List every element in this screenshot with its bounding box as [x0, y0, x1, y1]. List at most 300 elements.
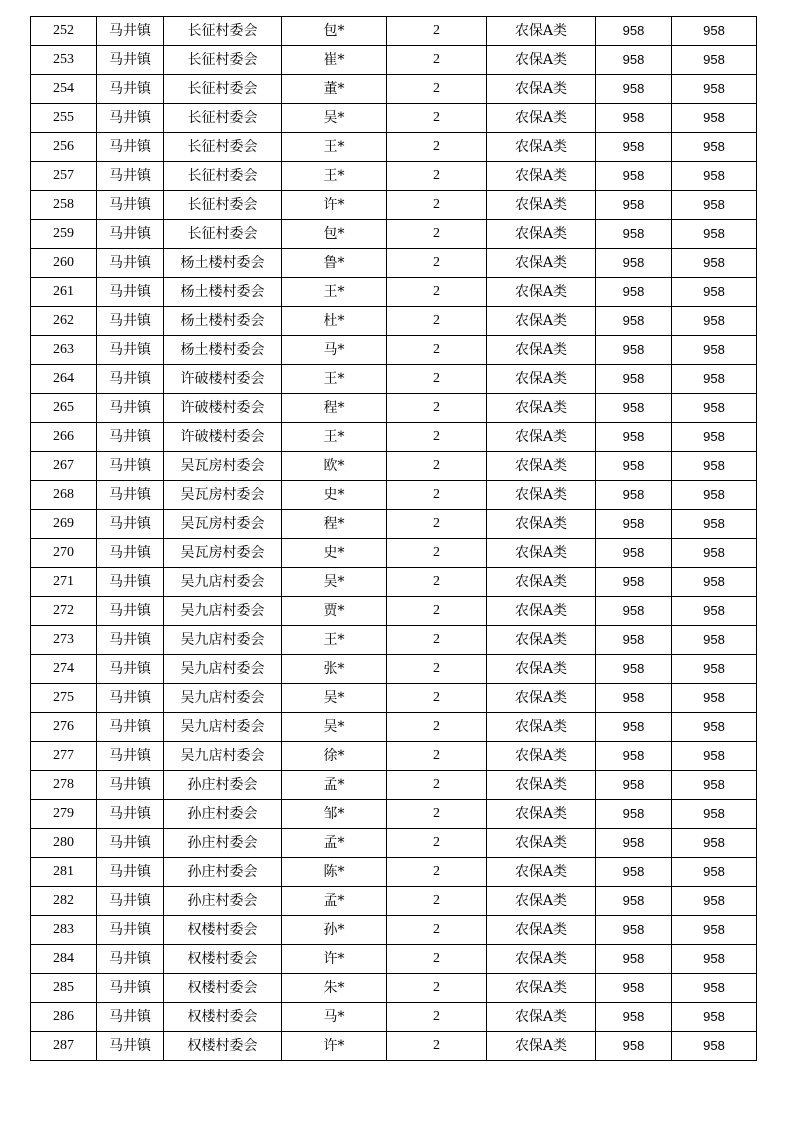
category-cell: 农保A类: [487, 684, 596, 713]
recipient-name-cell: 孟*: [282, 887, 387, 916]
standard-amount-cell: 958: [596, 539, 672, 568]
beneficiary-table: [30, 16, 757, 1061]
standard-amount-cell: 958: [596, 423, 672, 452]
village-committee-cell: 许破楼村委会: [164, 423, 282, 452]
row-number-cell: 275: [31, 684, 97, 713]
recipient-name-cell: 许*: [282, 191, 387, 220]
recipient-name-cell: 王*: [282, 133, 387, 162]
recipient-name-cell: 吴*: [282, 713, 387, 742]
count-cell: 2: [387, 974, 487, 1003]
town-cell: 马井镇: [97, 626, 164, 655]
standard-amount-cell: 958: [596, 597, 672, 626]
standard-amount-cell: 958: [596, 1032, 672, 1061]
recipient-name-cell: 吴*: [282, 104, 387, 133]
count-cell: 2: [387, 104, 487, 133]
town-cell: 马井镇: [97, 481, 164, 510]
town-cell: 马井镇: [97, 974, 164, 1003]
category-cell: 农保A类: [487, 1003, 596, 1032]
town-cell: 马井镇: [97, 539, 164, 568]
table-row: [31, 220, 757, 249]
count-cell: 2: [387, 771, 487, 800]
village-committee-cell: 长征村委会: [164, 191, 282, 220]
recipient-name-cell: 吴*: [282, 568, 387, 597]
standard-amount-cell: 958: [596, 510, 672, 539]
standard-amount-cell: 958: [596, 742, 672, 771]
table-row: [31, 713, 757, 742]
village-committee-cell: 孙庄村委会: [164, 858, 282, 887]
category-cell: 农保A类: [487, 75, 596, 104]
standard-amount-cell: 958: [596, 974, 672, 1003]
count-cell: 2: [387, 510, 487, 539]
recipient-name-cell: 王*: [282, 365, 387, 394]
payment-amount-cell: 958: [672, 887, 757, 916]
row-number-cell: 281: [31, 858, 97, 887]
payment-amount-cell: 958: [672, 655, 757, 684]
count-cell: 2: [387, 278, 487, 307]
count-cell: 2: [387, 162, 487, 191]
count-cell: 2: [387, 220, 487, 249]
table-row: [31, 278, 757, 307]
row-number-cell: 270: [31, 539, 97, 568]
standard-amount-cell: 958: [596, 191, 672, 220]
recipient-name-cell: 邹*: [282, 800, 387, 829]
recipient-name-cell: 朱*: [282, 974, 387, 1003]
count-cell: 2: [387, 307, 487, 336]
table-row: [31, 46, 757, 75]
payment-amount-cell: 958: [672, 626, 757, 655]
standard-amount-cell: 958: [596, 771, 672, 800]
row-number-cell: 265: [31, 394, 97, 423]
village-committee-cell: 杨土楼村委会: [164, 307, 282, 336]
payment-amount-cell: 958: [672, 771, 757, 800]
category-cell: 农保A类: [487, 742, 596, 771]
village-committee-cell: 吴瓦房村委会: [164, 481, 282, 510]
recipient-name-cell: 包*: [282, 17, 387, 46]
count-cell: 2: [387, 481, 487, 510]
standard-amount-cell: 958: [596, 162, 672, 191]
count-cell: 2: [387, 858, 487, 887]
payment-amount-cell: 958: [672, 191, 757, 220]
count-cell: 2: [387, 1003, 487, 1032]
payment-amount-cell: 958: [672, 510, 757, 539]
standard-amount-cell: 958: [596, 713, 672, 742]
row-number-cell: 277: [31, 742, 97, 771]
village-committee-cell: 吴九店村委会: [164, 655, 282, 684]
category-cell: 农保A类: [487, 945, 596, 974]
standard-amount-cell: 958: [596, 916, 672, 945]
count-cell: 2: [387, 46, 487, 75]
recipient-name-cell: 杜*: [282, 307, 387, 336]
row-number-cell: 271: [31, 568, 97, 597]
category-cell: 农保A类: [487, 974, 596, 1003]
row-number-cell: 252: [31, 17, 97, 46]
standard-amount-cell: 958: [596, 481, 672, 510]
town-cell: 马井镇: [97, 858, 164, 887]
village-committee-cell: 权楼村委会: [164, 974, 282, 1003]
town-cell: 马井镇: [97, 336, 164, 365]
category-cell: 农保A类: [487, 916, 596, 945]
recipient-name-cell: 吴*: [282, 684, 387, 713]
standard-amount-cell: 958: [596, 829, 672, 858]
row-number-cell: 261: [31, 278, 97, 307]
village-committee-cell: 长征村委会: [164, 75, 282, 104]
count-cell: 2: [387, 452, 487, 481]
table-row: [31, 162, 757, 191]
standard-amount-cell: 958: [596, 452, 672, 481]
payment-amount-cell: 958: [672, 481, 757, 510]
payment-amount-cell: 958: [672, 278, 757, 307]
table-row: [31, 829, 757, 858]
row-number-cell: 259: [31, 220, 97, 249]
village-committee-cell: 吴瓦房村委会: [164, 539, 282, 568]
standard-amount-cell: 958: [596, 46, 672, 75]
payment-amount-cell: 958: [672, 684, 757, 713]
recipient-name-cell: 史*: [282, 481, 387, 510]
village-committee-cell: 权楼村委会: [164, 916, 282, 945]
table-row: [31, 916, 757, 945]
row-number-cell: 283: [31, 916, 97, 945]
table-row: [31, 510, 757, 539]
category-cell: 农保A类: [487, 17, 596, 46]
table-row: [31, 858, 757, 887]
category-cell: 农保A类: [487, 655, 596, 684]
row-number-cell: 285: [31, 974, 97, 1003]
recipient-name-cell: 许*: [282, 945, 387, 974]
table-row: [31, 655, 757, 684]
row-number-cell: 253: [31, 46, 97, 75]
village-committee-cell: 杨土楼村委会: [164, 249, 282, 278]
row-number-cell: 262: [31, 307, 97, 336]
category-cell: 农保A类: [487, 104, 596, 133]
recipient-name-cell: 程*: [282, 394, 387, 423]
count-cell: 2: [387, 336, 487, 365]
table-row: [31, 568, 757, 597]
payment-amount-cell: 958: [672, 713, 757, 742]
standard-amount-cell: 958: [596, 17, 672, 46]
payment-amount-cell: 958: [672, 945, 757, 974]
town-cell: 马井镇: [97, 278, 164, 307]
count-cell: 2: [387, 365, 487, 394]
table-row: [31, 481, 757, 510]
village-committee-cell: 吴九店村委会: [164, 568, 282, 597]
village-committee-cell: 权楼村委会: [164, 1003, 282, 1032]
village-committee-cell: 许破楼村委会: [164, 394, 282, 423]
recipient-name-cell: 程*: [282, 510, 387, 539]
table-row: [31, 307, 757, 336]
recipient-name-cell: 王*: [282, 423, 387, 452]
standard-amount-cell: 958: [596, 394, 672, 423]
count-cell: 2: [387, 655, 487, 684]
town-cell: 马井镇: [97, 684, 164, 713]
table-row: [31, 945, 757, 974]
category-cell: 农保A类: [487, 278, 596, 307]
recipient-name-cell: 贾*: [282, 597, 387, 626]
row-number-cell: 284: [31, 945, 97, 974]
town-cell: 马井镇: [97, 829, 164, 858]
count-cell: 2: [387, 626, 487, 655]
recipient-name-cell: 孙*: [282, 916, 387, 945]
category-cell: 农保A类: [487, 336, 596, 365]
category-cell: 农保A类: [487, 829, 596, 858]
table-row: [31, 75, 757, 104]
village-committee-cell: 孙庄村委会: [164, 829, 282, 858]
count-cell: 2: [387, 713, 487, 742]
town-cell: 马井镇: [97, 597, 164, 626]
town-cell: 马井镇: [97, 75, 164, 104]
village-committee-cell: 杨土楼村委会: [164, 336, 282, 365]
village-committee-cell: 许破楼村委会: [164, 365, 282, 394]
recipient-name-cell: 徐*: [282, 742, 387, 771]
village-committee-cell: 孙庄村委会: [164, 887, 282, 916]
village-committee-cell: 吴九店村委会: [164, 626, 282, 655]
recipient-name-cell: 王*: [282, 626, 387, 655]
town-cell: 马井镇: [97, 423, 164, 452]
row-number-cell: 266: [31, 423, 97, 452]
count-cell: 2: [387, 742, 487, 771]
town-cell: 马井镇: [97, 510, 164, 539]
payment-amount-cell: 958: [672, 104, 757, 133]
payment-amount-cell: 958: [672, 742, 757, 771]
row-number-cell: 264: [31, 365, 97, 394]
count-cell: 2: [387, 684, 487, 713]
category-cell: 农保A类: [487, 887, 596, 916]
table-row: [31, 365, 757, 394]
standard-amount-cell: 958: [596, 365, 672, 394]
table-row: [31, 771, 757, 800]
category-cell: 农保A类: [487, 626, 596, 655]
payment-amount-cell: 958: [672, 423, 757, 452]
standard-amount-cell: 958: [596, 655, 672, 684]
count-cell: 2: [387, 887, 487, 916]
payment-amount-cell: 958: [672, 133, 757, 162]
town-cell: 马井镇: [97, 394, 164, 423]
category-cell: 农保A类: [487, 423, 596, 452]
town-cell: 马井镇: [97, 162, 164, 191]
payment-amount-cell: 958: [672, 17, 757, 46]
category-cell: 农保A类: [487, 249, 596, 278]
payment-amount-cell: 958: [672, 249, 757, 278]
count-cell: 2: [387, 191, 487, 220]
count-cell: 2: [387, 17, 487, 46]
count-cell: 2: [387, 249, 487, 278]
standard-amount-cell: 958: [596, 887, 672, 916]
town-cell: 马井镇: [97, 655, 164, 684]
table-row: [31, 104, 757, 133]
row-number-cell: 257: [31, 162, 97, 191]
row-number-cell: 282: [31, 887, 97, 916]
table-row: [31, 423, 757, 452]
town-cell: 马井镇: [97, 1003, 164, 1032]
table-row: [31, 597, 757, 626]
row-number-cell: 254: [31, 75, 97, 104]
payment-amount-cell: 958: [672, 858, 757, 887]
standard-amount-cell: 958: [596, 626, 672, 655]
standard-amount-cell: 958: [596, 945, 672, 974]
count-cell: 2: [387, 539, 487, 568]
category-cell: 农保A类: [487, 191, 596, 220]
standard-amount-cell: 958: [596, 75, 672, 104]
town-cell: 马井镇: [97, 133, 164, 162]
village-committee-cell: 吴瓦房村委会: [164, 510, 282, 539]
table-row: [31, 17, 757, 46]
table-row: [31, 133, 757, 162]
standard-amount-cell: 958: [596, 568, 672, 597]
recipient-name-cell: 包*: [282, 220, 387, 249]
payment-amount-cell: 958: [672, 597, 757, 626]
category-cell: 农保A类: [487, 568, 596, 597]
row-number-cell: 258: [31, 191, 97, 220]
table-body: [31, 17, 757, 1061]
town-cell: 马井镇: [97, 452, 164, 481]
village-committee-cell: 吴九店村委会: [164, 713, 282, 742]
count-cell: 2: [387, 800, 487, 829]
row-number-cell: 268: [31, 481, 97, 510]
town-cell: 马井镇: [97, 916, 164, 945]
town-cell: 马井镇: [97, 742, 164, 771]
village-committee-cell: 吴九店村委会: [164, 742, 282, 771]
town-cell: 马井镇: [97, 945, 164, 974]
count-cell: 2: [387, 916, 487, 945]
standard-amount-cell: 958: [596, 684, 672, 713]
recipient-name-cell: 马*: [282, 1003, 387, 1032]
count-cell: 2: [387, 133, 487, 162]
village-committee-cell: 吴九店村委会: [164, 597, 282, 626]
count-cell: 2: [387, 568, 487, 597]
row-number-cell: 267: [31, 452, 97, 481]
row-number-cell: 260: [31, 249, 97, 278]
standard-amount-cell: 958: [596, 307, 672, 336]
village-committee-cell: 长征村委会: [164, 17, 282, 46]
row-number-cell: 280: [31, 829, 97, 858]
village-committee-cell: 孙庄村委会: [164, 771, 282, 800]
standard-amount-cell: 958: [596, 104, 672, 133]
village-committee-cell: 吴瓦房村委会: [164, 452, 282, 481]
recipient-name-cell: 许*: [282, 1032, 387, 1061]
payment-amount-cell: 958: [672, 365, 757, 394]
standard-amount-cell: 958: [596, 858, 672, 887]
payment-amount-cell: 958: [672, 394, 757, 423]
category-cell: 农保A类: [487, 510, 596, 539]
category-cell: 农保A类: [487, 771, 596, 800]
table-row: [31, 1003, 757, 1032]
village-committee-cell: 长征村委会: [164, 104, 282, 133]
category-cell: 农保A类: [487, 713, 596, 742]
category-cell: 农保A类: [487, 858, 596, 887]
category-cell: 农保A类: [487, 133, 596, 162]
count-cell: 2: [387, 1032, 487, 1061]
table-row: [31, 1032, 757, 1061]
village-committee-cell: 长征村委会: [164, 220, 282, 249]
payment-amount-cell: 958: [672, 800, 757, 829]
row-number-cell: 269: [31, 510, 97, 539]
recipient-name-cell: 欧*: [282, 452, 387, 481]
town-cell: 马井镇: [97, 1032, 164, 1061]
town-cell: 马井镇: [97, 46, 164, 75]
recipient-name-cell: 孟*: [282, 829, 387, 858]
village-committee-cell: 权楼村委会: [164, 1032, 282, 1061]
recipient-name-cell: 马*: [282, 336, 387, 365]
category-cell: 农保A类: [487, 220, 596, 249]
payment-amount-cell: 958: [672, 220, 757, 249]
recipient-name-cell: 王*: [282, 162, 387, 191]
category-cell: 农保A类: [487, 46, 596, 75]
town-cell: 马井镇: [97, 800, 164, 829]
count-cell: 2: [387, 945, 487, 974]
village-committee-cell: 孙庄村委会: [164, 800, 282, 829]
table-row: [31, 191, 757, 220]
standard-amount-cell: 958: [596, 249, 672, 278]
recipient-name-cell: 陈*: [282, 858, 387, 887]
recipient-name-cell: 王*: [282, 278, 387, 307]
recipient-name-cell: 鲁*: [282, 249, 387, 278]
table-row: [31, 249, 757, 278]
table-row: [31, 800, 757, 829]
category-cell: 农保A类: [487, 162, 596, 191]
standard-amount-cell: 958: [596, 1003, 672, 1032]
recipient-name-cell: 孟*: [282, 771, 387, 800]
standard-amount-cell: 958: [596, 133, 672, 162]
row-number-cell: 272: [31, 597, 97, 626]
recipient-name-cell: 史*: [282, 539, 387, 568]
count-cell: 2: [387, 75, 487, 104]
table-row: [31, 452, 757, 481]
payment-amount-cell: 958: [672, 46, 757, 75]
town-cell: 马井镇: [97, 713, 164, 742]
village-committee-cell: 长征村委会: [164, 133, 282, 162]
row-number-cell: 279: [31, 800, 97, 829]
payment-amount-cell: 958: [672, 916, 757, 945]
town-cell: 马井镇: [97, 887, 164, 916]
town-cell: 马井镇: [97, 191, 164, 220]
category-cell: 农保A类: [487, 365, 596, 394]
count-cell: 2: [387, 423, 487, 452]
standard-amount-cell: 958: [596, 336, 672, 365]
village-committee-cell: 长征村委会: [164, 46, 282, 75]
standard-amount-cell: 958: [596, 278, 672, 307]
town-cell: 马井镇: [97, 771, 164, 800]
table-row: [31, 684, 757, 713]
category-cell: 农保A类: [487, 800, 596, 829]
table-row: [31, 394, 757, 423]
category-cell: 农保A类: [487, 597, 596, 626]
payment-amount-cell: 958: [672, 568, 757, 597]
payment-amount-cell: 958: [672, 162, 757, 191]
payment-amount-cell: 958: [672, 1032, 757, 1061]
town-cell: 马井镇: [97, 307, 164, 336]
town-cell: 马井镇: [97, 568, 164, 597]
village-committee-cell: 长征村委会: [164, 162, 282, 191]
row-number-cell: 276: [31, 713, 97, 742]
payment-amount-cell: 958: [672, 539, 757, 568]
standard-amount-cell: 958: [596, 220, 672, 249]
row-number-cell: 286: [31, 1003, 97, 1032]
category-cell: 农保A类: [487, 539, 596, 568]
recipient-name-cell: 董*: [282, 75, 387, 104]
town-cell: 马井镇: [97, 17, 164, 46]
payment-amount-cell: 958: [672, 1003, 757, 1032]
town-cell: 马井镇: [97, 104, 164, 133]
table-row: [31, 539, 757, 568]
row-number-cell: 255: [31, 104, 97, 133]
recipient-name-cell: 崔*: [282, 46, 387, 75]
payment-amount-cell: 958: [672, 336, 757, 365]
row-number-cell: 287: [31, 1032, 97, 1061]
village-committee-cell: 权楼村委会: [164, 945, 282, 974]
count-cell: 2: [387, 394, 487, 423]
standard-amount-cell: 958: [596, 800, 672, 829]
row-number-cell: 256: [31, 133, 97, 162]
town-cell: 马井镇: [97, 220, 164, 249]
